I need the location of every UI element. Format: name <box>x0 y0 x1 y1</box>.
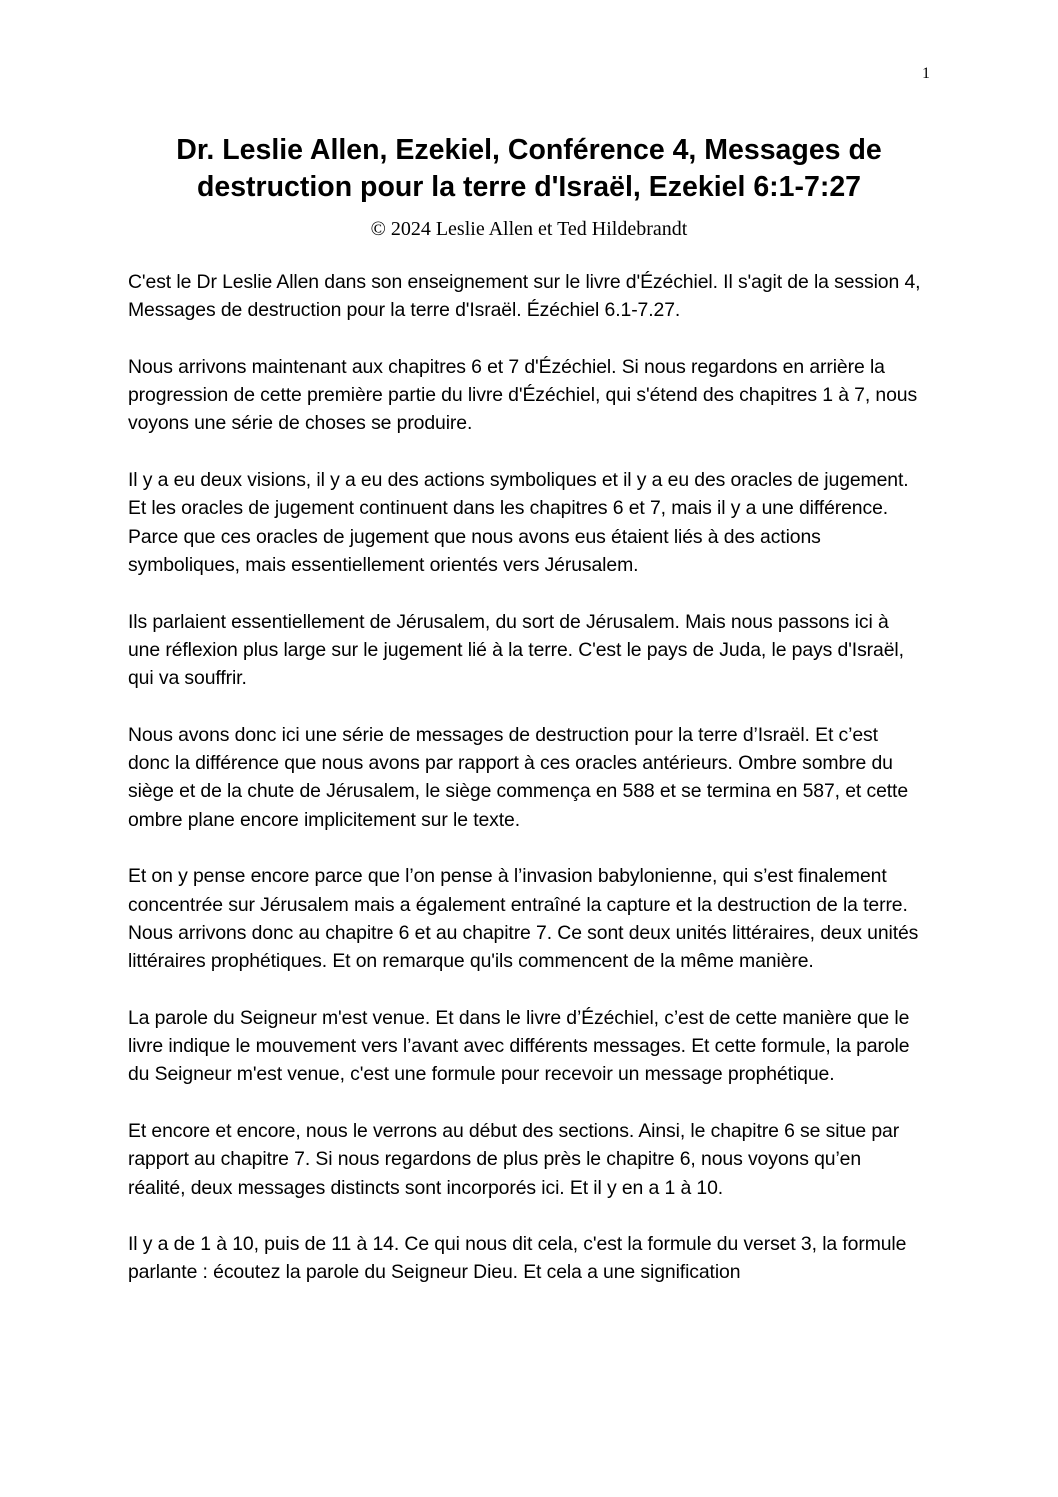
paragraph: Nous avons donc ici une série de messages de destruction pour la terre d’Israël. Et c’est donc la différence que nous avons par rapport à ces oracles antérieurs. Ombre sombre du siège et de la chute de Jérusalem, le siège commença en 588 et se termina en 587, et cette ombre plane encore implicitement sur le texte. <box>128 723 909 831</box>
document-body <box>128 268 923 1287</box>
paragraph: Et encore et encore, nous le verrons au début des sections. Ainsi, le chapitre 6 se situe par rapport au chapitre 7. Si nous regardons de plus près le chapitre 6, nous voyons qu’en réalité, deux messages distincts sont incorporés ici. Et il y en a 1 à 10. <box>128 1119 900 1199</box>
paragraph: Il y a eu deux visions, il y a eu des actions symboliques et il y a eu des oracles de jugement. Et les oracles de jugement continuent dans les chapitres 6 et 7, mais il y a une différence. Parce que ces oracles de jugement que nous avons eus étaient liés à des actions symboliques, mais essentiellement orientés vers Jérusalem. <box>128 469 909 576</box>
document-title: Dr. Leslie Allen, Ezekiel, Conférence 4, Messages de destruction pour la terre d'Israël, Ezekiel 6:1-7:27 <box>176 134 882 203</box>
paragraph: La parole du Seigneur m'est venue. Et dans le livre d’Ézéchiel, c’est de cette manière que le livre indique le mouvement vers l’avant avec différents messages. Et cette formule, la parole du Seigneur m'est venue, c'est une formule pour recevoir un message prophétique. <box>128 1006 910 1086</box>
paragraph: Nous arrivons maintenant aux chapitres 6 et 7 d'Ézéchiel. Si nous regardons en arrière la progression de cette première partie du livre d'Ézéchiel, qui s'étend des chapitres 1 à 7, nous voyons une série de choses se produire. <box>128 355 918 435</box>
copyright-line: © 2024 Leslie Allen et Ted Hildebrandt <box>370 218 688 240</box>
paragraph: Ils parlaient essentiellement de Jérusalem, du sort de Jérusalem. Mais nous passons ici à une réflexion plus large sur le jugement lié à la terre. C'est le pays de Juda, le pays d'Israël, qui va souffrir. <box>128 610 904 690</box>
paragraph: Il y a de 1 à 10, puis de 11 à 14. Ce qui nous dit cela, c'est la formule du verset 3, la formule parlante : écoutez la parole du Seigneur Dieu. Et cela a une signification <box>128 1233 907 1284</box>
page-number: 1 <box>922 65 930 82</box>
paragraph: C'est le Dr Leslie Allen dans son enseignement sur le livre d'Ézéchiel. Il s'agit de la session 4, Messages de destruction pour la terre d'Israël. Ézéchiel 6.1-7.27. <box>128 271 921 322</box>
paragraph: Et on y pense encore parce que l’on pense à l’invasion babylonienne, qui s’est finalement concentrée sur Jérusalem mais a également entraîné la capture et la destruction de la terre. Nous arrivons donc au chapitre 6 et au chapitre 7. Ce sont deux unités littéraires, deux unités littéraires prophétiques. Et on remarque qu'ils commencent de la même manière. <box>128 865 919 973</box>
